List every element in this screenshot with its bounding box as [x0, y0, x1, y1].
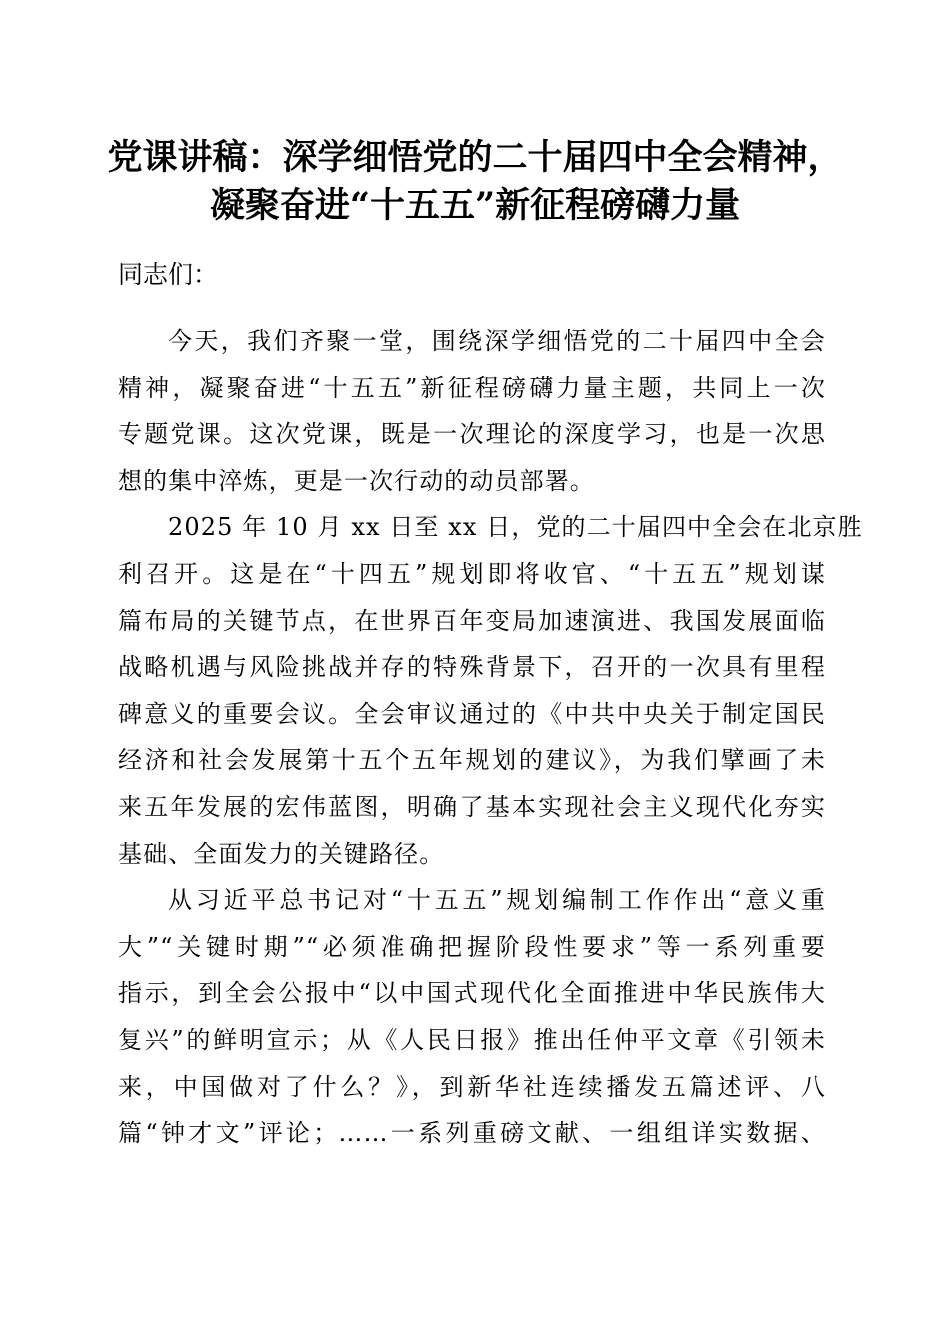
paragraph-1: [118, 318, 826, 504]
text-line: 篇“钟才文”评论；……一系列重磅文献、一组组详实数据、: [118, 1119, 826, 1148]
text-line: 想的集中淬炼，更是一次行动的动员部署。: [118, 466, 595, 495]
text-line: 专题党课。这次党课，既是一次理论的深度学习，也是一次思: [118, 420, 826, 449]
document-body: [118, 318, 863, 1157]
text-line: 利召开。这是在“十四五”规划即将收官、“十五五”规划谋: [118, 559, 826, 588]
text-line: 来，中国做对了什么？》，到新华社连续播发五篇述评、八: [118, 1072, 826, 1101]
text-line: 精神，凝聚奋进“十五五”新征程磅礴力量主题，共同上一次: [118, 373, 826, 402]
text-line: 战略机遇与风险挑战并存的特殊背景下，召开的一次具有里程: [118, 653, 826, 682]
title-line: 凝聚奋进“十五五”新征程磅礴力量: [209, 185, 741, 226]
text-line: 复兴”的鲜明宣示；从《人民日报》推出任仲平文章《引领未: [118, 1025, 826, 1054]
text-line: 2025 年 10 月 xx 日至 xx 日，党的二十届四中全会在北京胜: [168, 513, 863, 542]
text-line: 碑意义的重要会议。全会审议通过的《中共中央关于制定国民: [118, 699, 826, 728]
paragraph-3: [118, 877, 826, 1157]
text-line: 篇布局的关键节点，在世界百年变局加速演进、我国发展面临: [118, 606, 826, 635]
text-line: 指示，到全会公报中“以中国式现代化全面推进中华民族伟大: [118, 979, 826, 1008]
text-line: 经济和社会发展第十五个五年规划的建议》，为我们擘画了未: [118, 746, 826, 775]
title-line: 党课讲稿：深学细悟党的二十届四中全会精神，: [107, 137, 843, 178]
text-line: 大”“关键时期”“必须准确把握阶段性要求”等一系列重要: [118, 932, 826, 961]
text-line: 基础、全面发力的关键路径。: [118, 839, 445, 868]
text-line: 从习近平总书记对“十五五”规划编制工作作出“意义重: [168, 886, 826, 915]
paragraph-2: [118, 504, 863, 877]
document-title: [60, 134, 890, 230]
salutation: 同志们：: [118, 260, 219, 289]
text-line: 来五年发展的宏伟蓝图，明确了基本实现社会主义现代化夯实: [118, 792, 826, 821]
text-line: 今天，我们齐聚一堂，围绕深学细悟党的二十届四中全会: [168, 327, 826, 355]
